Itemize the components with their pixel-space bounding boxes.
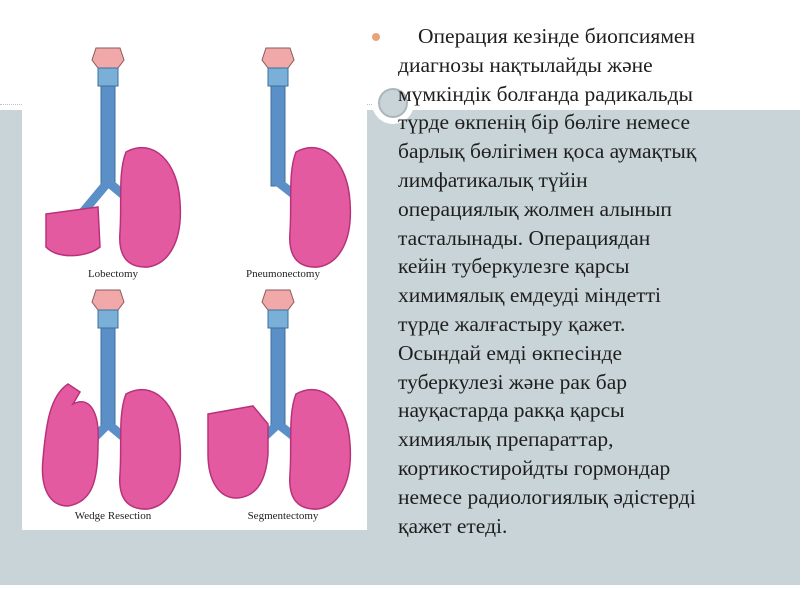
figure-lobectomy (28, 42, 198, 292)
text-line: туберкулезі және рак бар (398, 369, 628, 394)
text-line: диагнозы нақтылайды және (398, 52, 653, 77)
bottom-strip (0, 585, 800, 600)
text-line: мүмкіндік болғанда радикальды (398, 81, 693, 106)
text-line: қажет етеді. (398, 513, 508, 538)
lungs-lobectomy-image (28, 42, 198, 272)
figure-segmentectomy (198, 284, 368, 534)
text-line: лимфатикалық түйін (398, 167, 588, 192)
text-line: тасталынады. Операциядан (398, 225, 651, 250)
body-paragraph (380, 22, 798, 540)
text-line: түрде өкпенің бір бөліге немесе (398, 110, 691, 135)
text-line: операциялық жолмен алынып (398, 196, 672, 221)
text-line: химимялық емдеуді міндетті (398, 283, 661, 308)
text-line: кейін туберкулезге қарсы (398, 254, 630, 279)
caption-wedge-resection: Wedge Resection (74, 510, 152, 522)
figure-wedge-resection (28, 284, 198, 534)
text-line: немесе радиологиялық әдістерді (398, 484, 696, 509)
caption-lobectomy: Lobectomy (87, 268, 139, 280)
text-line: Операция кезінде биопсиямен (418, 24, 695, 48)
text-line: химиялық препараттар, (398, 427, 614, 452)
lungs-segmentectomy-image (198, 284, 368, 514)
figure-pneumonectomy (198, 42, 368, 292)
slide-text (380, 22, 798, 540)
lungs-wedge-resection-image (28, 284, 198, 514)
text-line: кортикостиройдты гормондар (398, 455, 671, 480)
bullet-icon (372, 33, 380, 41)
lungs-pneumonectomy-image (198, 42, 368, 272)
text-line: түрде жалғастыру қажет. (398, 311, 626, 336)
text-line: науқастарда ракқа қарсы (398, 398, 625, 423)
text-line: барлық бөлігімен қоса аумақтық (398, 139, 697, 164)
text-line: Осындай емді өкпесінде (398, 340, 623, 365)
caption-pneumonectomy: Pneumonectomy (246, 268, 320, 280)
caption-segmentectomy: Segmentectomy (247, 510, 319, 522)
lung-diagram-panel (22, 22, 367, 530)
